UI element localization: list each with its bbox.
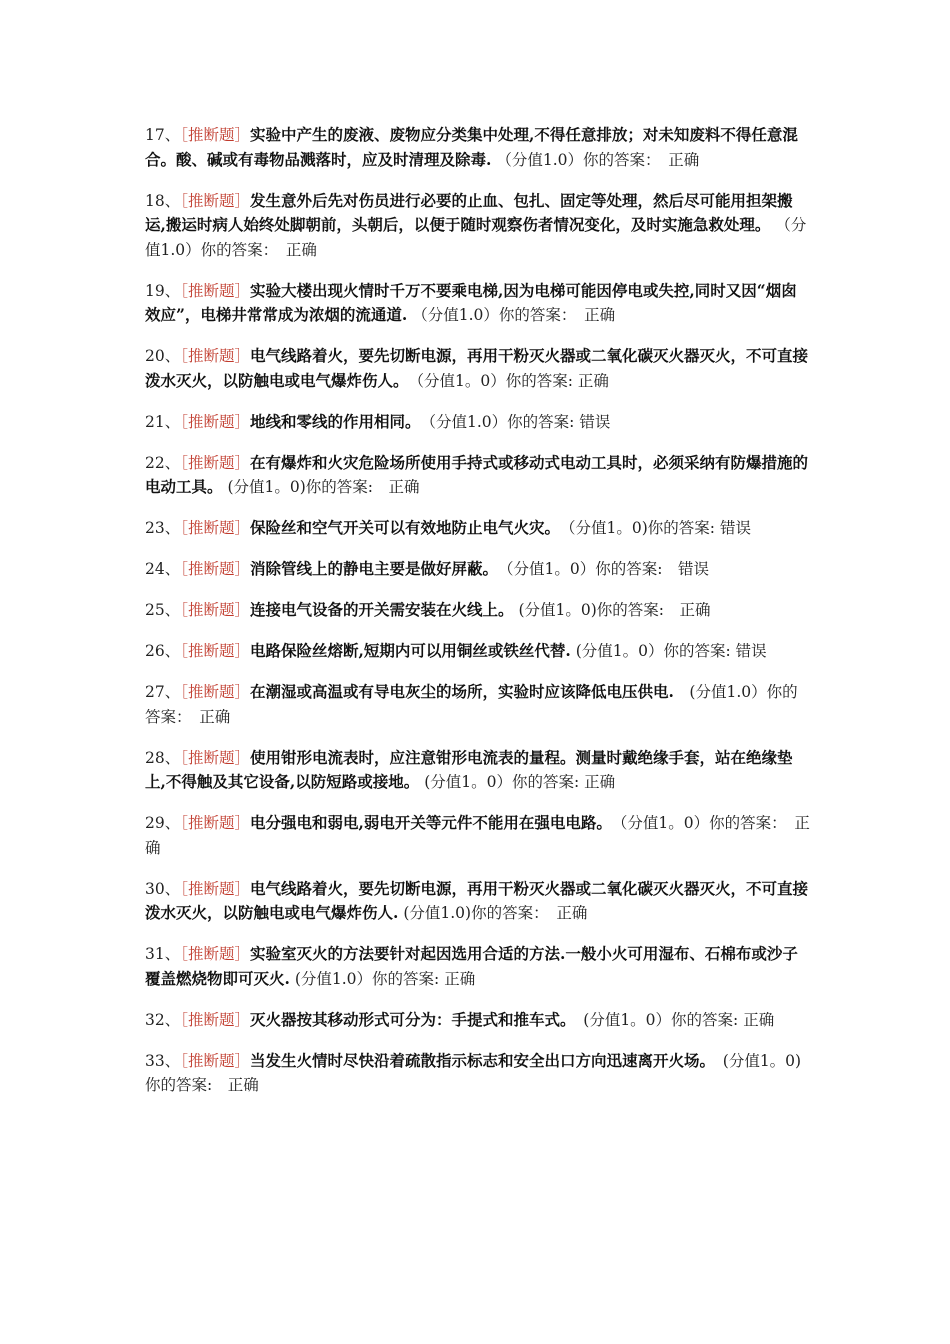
question-item bbox=[145, 877, 810, 926]
score-and-answer-label: （分值1。0）你的答案： bbox=[604, 814, 779, 832]
question-type: ［推断题］ bbox=[180, 412, 250, 431]
question-statement: 在潮湿或高温或有导电灰尘的场所，实验时应该降低电压供电. bbox=[250, 682, 674, 701]
score-and-answer-label: (分值1。0）你的答案: bbox=[570, 642, 731, 660]
question-statement: 电路保险丝熔断,短期内可以用铜丝或铁丝代替. bbox=[250, 641, 571, 660]
score-and-answer-label: (分值1。0）你的答案: bbox=[419, 773, 580, 791]
score-and-answer-label: (分值1。0)你的答案: bbox=[145, 1051, 802, 1094]
question-type: ［推断题］ bbox=[180, 347, 250, 365]
question-number: 27、 bbox=[145, 683, 181, 701]
answer-value: 正确 bbox=[579, 773, 616, 791]
question-item bbox=[145, 123, 810, 172]
question-statement: 使用钳形电流表时，应注意钳形电流表的量程。测量时戴绝缘手套，站在绝缘垫上,不得触及其它设备,以防短路或接地。 bbox=[145, 747, 793, 791]
answer-value: 正确 bbox=[572, 371, 609, 390]
question-item bbox=[145, 1049, 810, 1098]
score-and-answer-label: （分值1。0)你的答案: bbox=[552, 519, 716, 537]
question-type: ［推断题］ bbox=[180, 879, 250, 898]
question-number: 21、 bbox=[145, 412, 181, 431]
question-statement: 当发生火情时尽快沿着疏散指示标志和安全出口方向迅速离开火场。 bbox=[250, 1050, 708, 1070]
question-item bbox=[145, 746, 810, 795]
question-type: ［推断题］ bbox=[180, 601, 250, 619]
question-statement: 实验室灭火的方法要针对起因选用合适的方法.一般小火可用湿布、石棉布或沙子覆盖燃烧物即可灭火. bbox=[145, 944, 798, 988]
question-item bbox=[145, 942, 810, 991]
question-type: ［推断题］ bbox=[180, 1010, 250, 1029]
question-number: 33、 bbox=[145, 1051, 181, 1070]
question-number: 24、 bbox=[145, 560, 181, 578]
question-type: ［推断题］ bbox=[180, 814, 250, 832]
question-statement: 实验中产生的废液、废物应分类集中处理,不得任意排放；对未知废料不得任意混合。酸、碱或有毒物品溅落时，应及时清理及除毒. bbox=[145, 125, 798, 169]
question-item bbox=[145, 279, 810, 328]
question-number: 20、 bbox=[145, 347, 181, 365]
question-statement: 保险丝和空气开关可以有效地防止电气火灾。 bbox=[250, 518, 553, 537]
answer-value: 错误 bbox=[662, 560, 709, 578]
answer-value: 正确 bbox=[145, 814, 810, 857]
question-number: 17、 bbox=[145, 126, 181, 144]
question-number: 23、 bbox=[145, 519, 181, 537]
question-type: ［推断题］ bbox=[180, 519, 250, 537]
question-item bbox=[145, 639, 810, 664]
answer-value: 错误 bbox=[574, 412, 611, 431]
question-type: ［推断题］ bbox=[180, 281, 250, 300]
score-and-answer-label: （分值1.0）你的答案： bbox=[407, 306, 569, 324]
question-statement: 消除管线上的静电主要是做好屏蔽。 bbox=[250, 559, 491, 578]
question-number: 19、 bbox=[145, 281, 181, 300]
answer-value: 错误 bbox=[730, 642, 767, 660]
question-item bbox=[145, 410, 810, 435]
question-item bbox=[145, 598, 810, 623]
question-type: ［推断题］ bbox=[180, 945, 250, 963]
answer-value: 正确 bbox=[540, 904, 588, 922]
question-number: 31、 bbox=[145, 945, 181, 963]
question-item bbox=[145, 1008, 810, 1033]
question-statement: 实验大楼出现火情时千万不要乘电梯,因为电梯可能因停电或失控,同时又因“烟囱效应”，电梯井常常成为浓烟的流通道. bbox=[145, 280, 797, 324]
question-type: ［推断题］ bbox=[180, 560, 250, 578]
question-type: ［推断题］ bbox=[180, 1051, 250, 1070]
answer-value: 错误 bbox=[715, 519, 751, 537]
question-type: ［推断题］ bbox=[180, 748, 250, 767]
question-number: 18、 bbox=[145, 191, 181, 210]
score-and-answer-label: （分值1.0）你的答案： bbox=[145, 216, 807, 259]
question-item bbox=[145, 557, 810, 582]
question-type: ［推断题］ bbox=[180, 126, 250, 144]
answer-value: 正确 bbox=[270, 240, 317, 259]
answer-value: 正确 bbox=[652, 150, 700, 169]
answer-value: 正确 bbox=[183, 707, 231, 726]
question-number: 29、 bbox=[145, 814, 181, 832]
score-and-answer-label: (分值1。0)你的答案: bbox=[513, 601, 664, 619]
question-statement: 地线和零线的作用相同。 bbox=[250, 411, 413, 431]
question-item bbox=[145, 344, 810, 393]
answer-value: 正确 bbox=[738, 1010, 775, 1029]
question-type: ［推断题］ bbox=[180, 453, 250, 472]
question-item bbox=[145, 811, 810, 860]
question-statement: 电气线路着火，要先切断电源，再用干粉灭火器或二氧化碳灭火器灭火，不可直接泼水灭火，以防触电或电气爆炸伤人. bbox=[145, 878, 809, 922]
question-statement: 电气线路着火，要先切断电源，再用干粉灭火器或二氧化碳灭火器灭火，不可直接泼水灭火，以防触电或电气爆炸伤人。 bbox=[145, 346, 809, 390]
question-type: ［推断题］ bbox=[180, 191, 250, 210]
question-statement: 电分强电和弱电,弱电开关等元件不能用在强电电路。 bbox=[250, 813, 605, 832]
question-statement: 发生意外后先对伤员进行必要的止血、包扎、固定等处理，然后尽可能用担架搬运,搬运时病人始终处脚朝前，头朝后，以便于随时观察伤者情况变化，及时实施急救处理。 bbox=[145, 190, 793, 234]
question-statement: 在有爆炸和火灾危险场所使用手持式或移动式电动工具时，必须采纳有防爆措施的电动工具。 bbox=[145, 452, 809, 496]
question-item bbox=[145, 680, 810, 729]
answer-value: 正确 bbox=[568, 306, 616, 324]
answer-value: 正确 bbox=[212, 1076, 259, 1094]
question-number: 22、 bbox=[145, 453, 181, 472]
answer-value: 正确 bbox=[663, 601, 711, 619]
question-list bbox=[145, 123, 810, 1114]
answer-value: 正确 bbox=[439, 969, 476, 988]
score-and-answer-label: （分值1。0）你的答案: bbox=[490, 560, 663, 578]
score-and-answer-label: (分值1。0）你的答案: bbox=[567, 1010, 739, 1029]
score-and-answer-label: （分值1.0）你的答案： bbox=[491, 150, 653, 169]
question-type: ［推断题］ bbox=[180, 642, 250, 660]
question-number: 32、 bbox=[145, 1010, 181, 1029]
question-statement: 灭火器按其移动形式可分为：手提式和推车式。 bbox=[250, 1009, 568, 1029]
question-number: 28、 bbox=[145, 748, 181, 767]
score-and-answer-label: (分值1.0）你的答案： bbox=[145, 683, 798, 726]
question-item bbox=[145, 451, 810, 500]
score-and-answer-label: (分值1.0)你的答案： bbox=[398, 904, 541, 922]
question-item bbox=[145, 189, 810, 263]
score-and-answer-label: （分值1。0）你的答案: bbox=[400, 371, 573, 390]
score-and-answer-label: （分值1.0）你的答案: bbox=[412, 412, 575, 431]
score-and-answer-label: (分值1.0）你的答案: bbox=[289, 969, 440, 988]
question-type: ［推断题］ bbox=[180, 683, 250, 701]
score-and-answer-label: (分值1。0)你的答案: bbox=[222, 478, 373, 496]
question-number: 30、 bbox=[145, 879, 181, 898]
question-statement: 连接电气设备的开关需安装在火线上。 bbox=[250, 600, 514, 619]
question-number: 25、 bbox=[145, 601, 181, 619]
question-item bbox=[145, 516, 810, 541]
answer-value: 正确 bbox=[372, 478, 420, 496]
question-number: 26、 bbox=[145, 642, 181, 660]
